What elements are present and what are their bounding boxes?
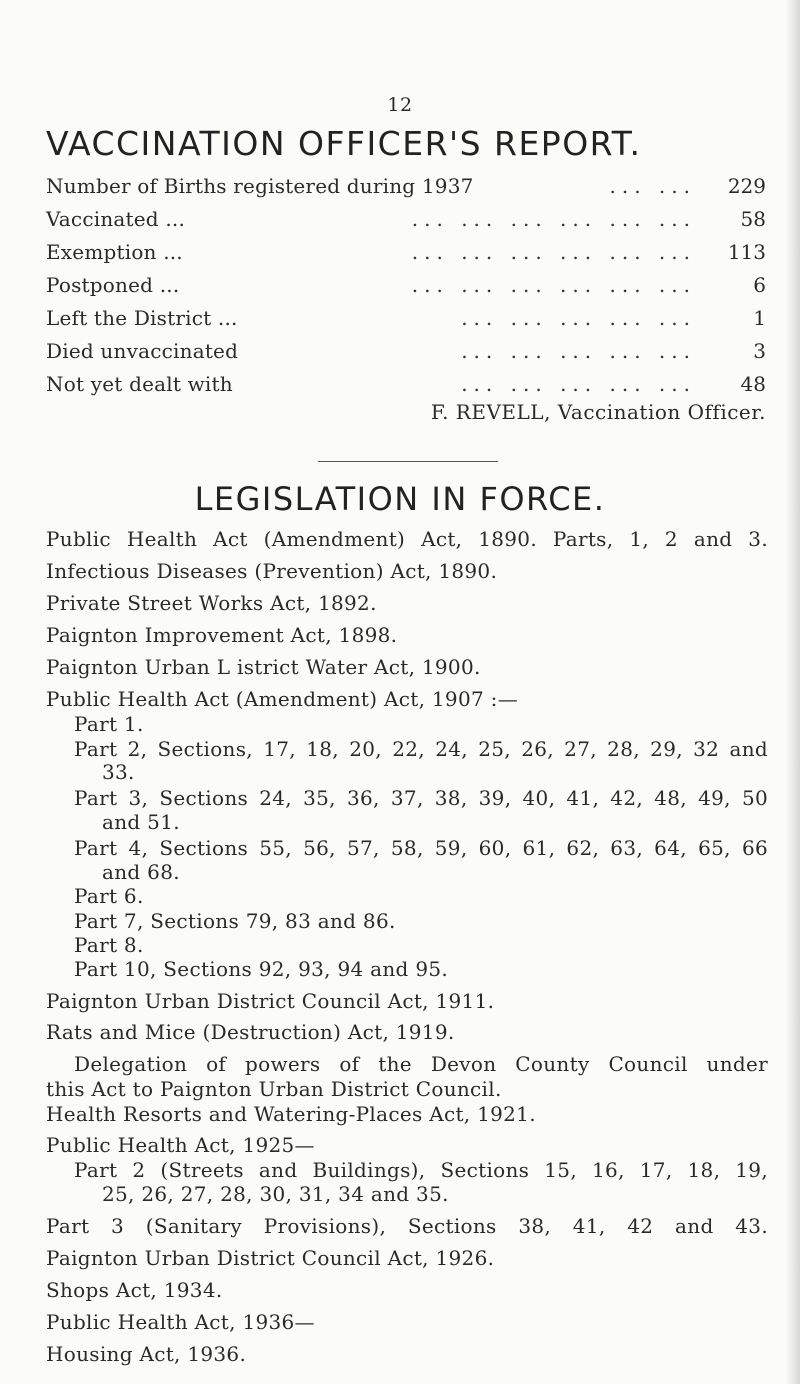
act-part-continuation: 33. <box>102 760 135 784</box>
act-item: Public Health Act (Amendment) Act, 1907 :— <box>46 687 519 711</box>
leader-dots: ... ... ... ... ... ... <box>411 273 696 297</box>
leader-dots: ... ... ... ... ... ... <box>411 240 696 264</box>
act-item: Infectious Diseases (Prevention) Act, 1890. <box>46 559 498 583</box>
act-part-item: Part 6. <box>74 884 144 908</box>
act-item: Public Health Act (Amendment) Act, 1890. Parts, 1, 2 and 3. <box>46 527 768 551</box>
act-part-item: Part 2, Sections, 17, 18, 20, 22, 24, 25, 26, 27, 28, 29, 32 and <box>74 737 768 761</box>
stat-row-died-unvaccinated <box>46 335 766 368</box>
act-note-continuation: this Act to Paignton Urban District Council. <box>46 1077 502 1101</box>
act-part-item: Part 2 (Streets and Buildings), Sections 15, 16, 17, 18, 19, <box>74 1158 768 1182</box>
stat-row-not-dealt-with <box>46 368 766 401</box>
page-edge-shadow <box>786 0 800 1384</box>
stat-value: 229 <box>727 174 766 198</box>
stat-value: 6 <box>753 273 766 297</box>
act-item: Paignton Urban District Council Act, 1926. <box>46 1246 495 1270</box>
act-item: Paignton Urban L istrict Water Act, 1900. <box>46 655 481 679</box>
legislation-title: LEGISLATION IN FORCE. <box>194 480 606 518</box>
act-part-item: Part 4, Sections 55, 56, 57, 58, 59, 60, 61, 62, 63, 64, 65, 66 <box>74 836 768 860</box>
act-part-continuation: and 51. <box>102 810 180 834</box>
act-part-continuation: 25, 26, 27, 28, 30, 31, 34 and 35. <box>102 1182 449 1206</box>
stat-value: 3 <box>753 339 766 363</box>
stat-value: 58 <box>740 207 766 231</box>
leader-dots: ... ... ... ... ... <box>461 372 696 396</box>
stat-label: Number of Births registered during 1937 <box>46 174 474 198</box>
stat-value: 1 <box>753 306 766 330</box>
act-note: Delegation of powers of the Devon County Council under <box>74 1052 768 1076</box>
stat-label: Not yet dealt with <box>46 372 233 396</box>
report-title: VACCINATION OFFICER'S REPORT. <box>46 124 642 163</box>
section-divider <box>318 461 498 462</box>
stat-label: Left the District ... <box>46 306 238 330</box>
officer-signature: F. REVELL, Vaccination Officer. <box>430 400 766 424</box>
stat-label: Postponed ... <box>46 273 180 297</box>
act-part-item: Part 1. <box>74 712 144 736</box>
stat-row-exemption <box>46 236 766 269</box>
stat-label: Exemption ... <box>46 240 183 264</box>
stat-row-left-district <box>46 302 766 335</box>
act-item: Paignton Urban District Council Act, 1911. <box>46 989 495 1013</box>
stat-row-births <box>46 170 766 203</box>
stat-value: 48 <box>740 372 766 396</box>
act-item: Rats and Mice (Destruction) Act, 1919. <box>46 1020 455 1044</box>
leader-dots: ... ... ... ... ... <box>461 339 696 363</box>
stat-label: Died unvaccinated <box>46 339 239 363</box>
leader-dots: ... ... ... ... ... ... <box>411 207 696 231</box>
act-part-item: Part 3 (Sanitary Provisions), Sections 38, 41, 42 and 43. <box>46 1214 768 1238</box>
act-item: Public Health Act, 1936— <box>46 1310 315 1334</box>
leader-dots: ... ... ... ... ... <box>461 306 696 330</box>
act-part-item: Part 10, Sections 92, 93, 94 and 95. <box>74 957 449 981</box>
stat-value: 113 <box>727 240 766 264</box>
act-part-item: Part 7, Sections 79, 83 and 86. <box>74 909 396 933</box>
act-part-item: Part 8. <box>74 933 144 957</box>
stat-row-vaccinated <box>46 203 766 236</box>
page-number: 12 <box>387 94 413 116</box>
stat-label: Vaccinated ... <box>46 207 186 231</box>
act-item: Health Resorts and Watering-Places Act, 1921. <box>46 1102 536 1126</box>
stat-row-postponed <box>46 269 766 302</box>
act-item: Private Street Works Act, 1892. <box>46 591 377 615</box>
act-item: Shops Act, 1934. <box>46 1278 223 1302</box>
act-item: Public Health Act, 1925— <box>46 1133 315 1157</box>
act-part-item: Part 3, Sections 24, 35, 36, 37, 38, 39, 40, 41, 42, 48, 49, 50 <box>74 786 768 810</box>
act-item: Housing Act, 1936. <box>46 1342 247 1366</box>
act-item: Paignton Improvement Act, 1898. <box>46 623 398 647</box>
vaccination-statistics <box>46 170 766 401</box>
leader-dots: ... ... <box>609 174 696 198</box>
act-part-continuation: and 68. <box>102 860 180 884</box>
